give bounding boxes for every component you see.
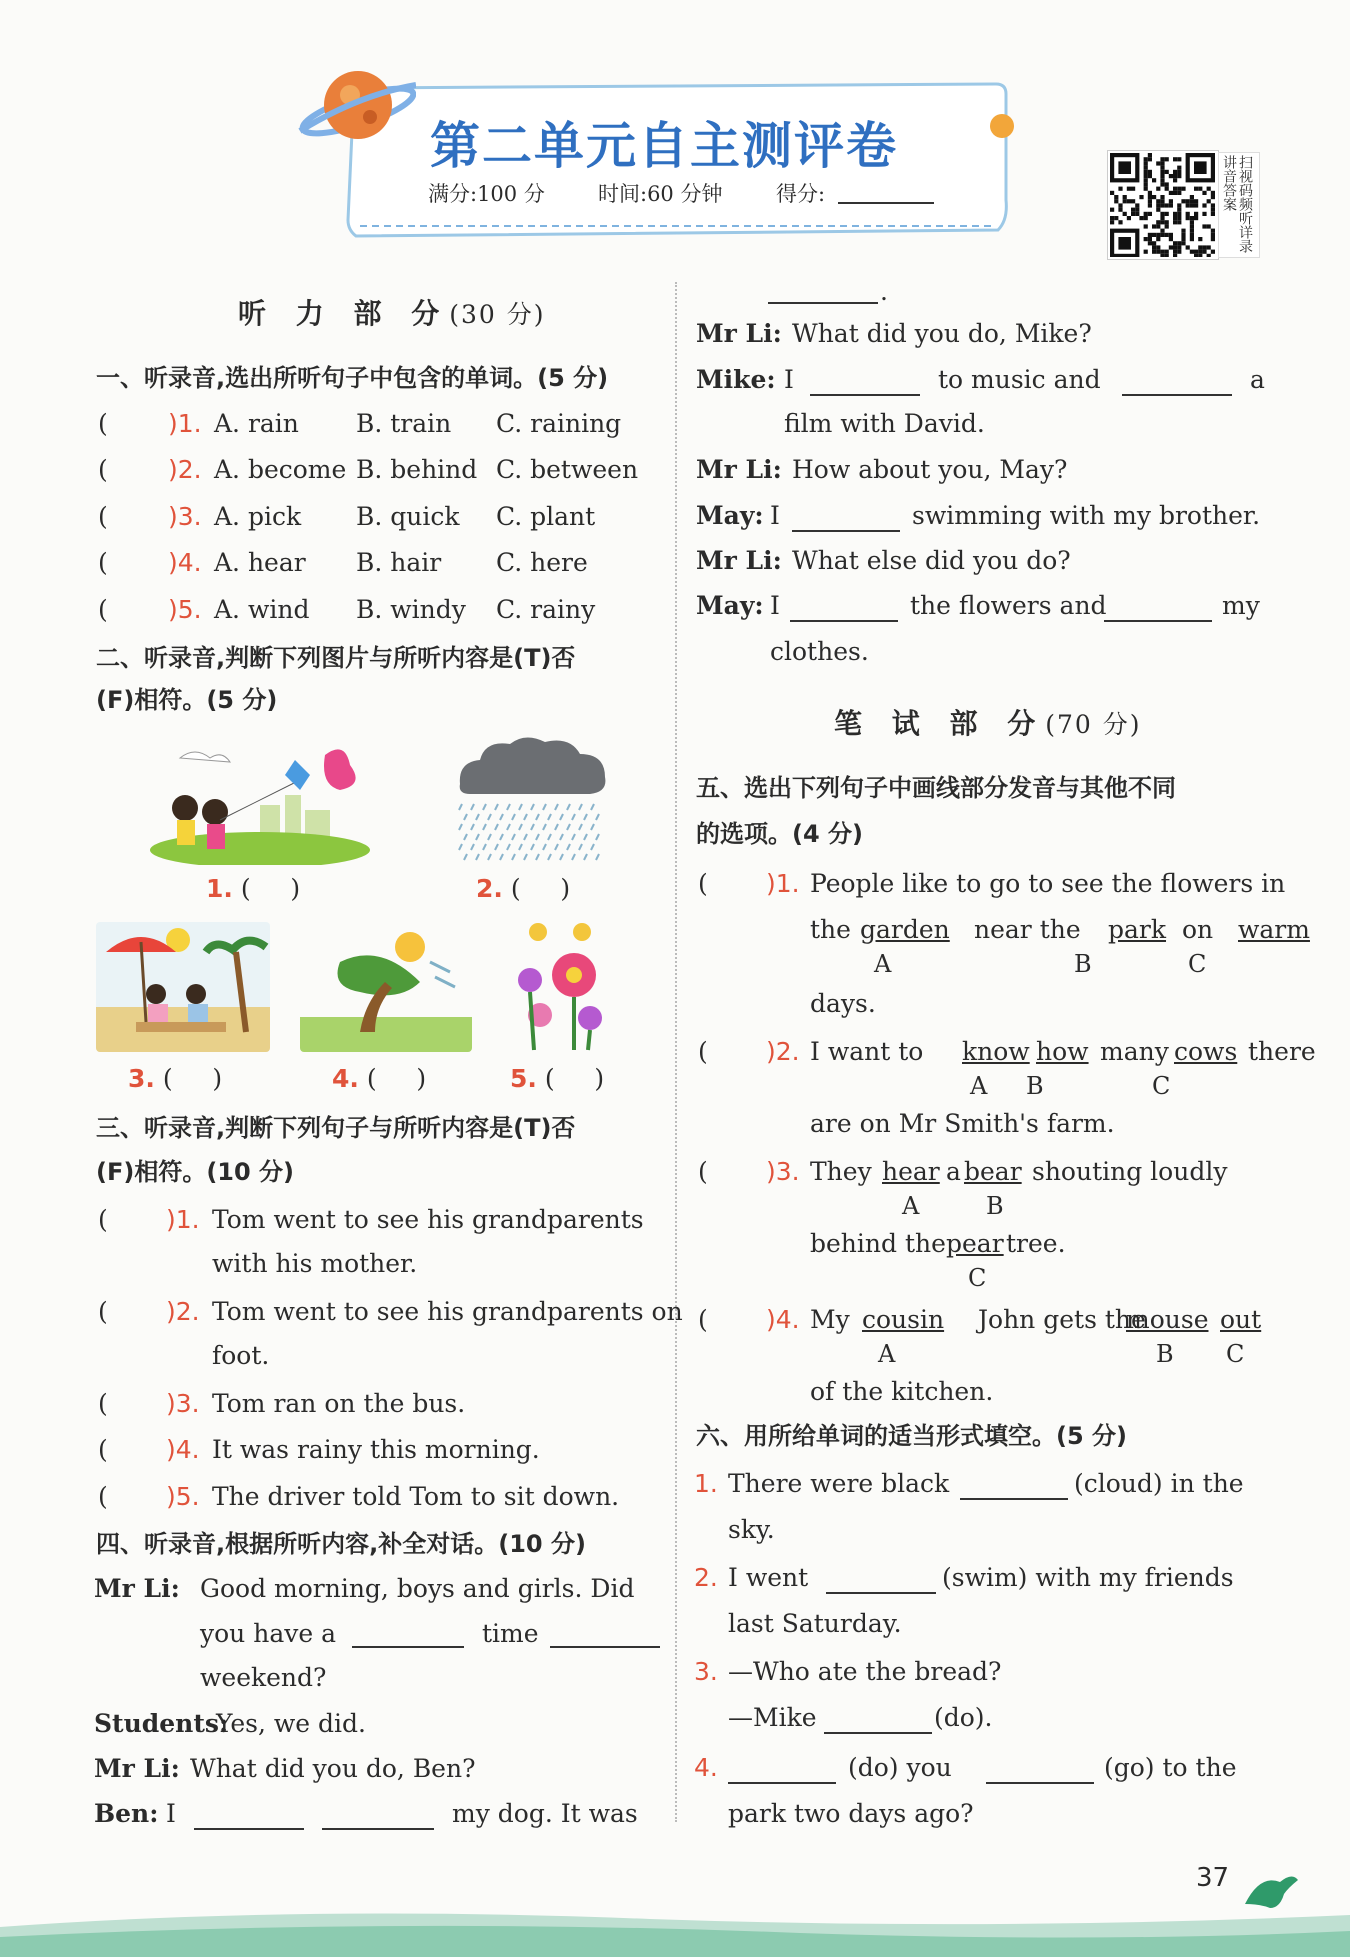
answer-blank[interactable]: ( xyxy=(698,1157,708,1186)
answer-blank[interactable]: ( xyxy=(98,1482,108,1511)
word: on xyxy=(1182,915,1214,944)
fill-sentence: There were black xyxy=(728,1469,950,1498)
fill-sentence: —Mike xyxy=(728,1703,817,1732)
dialogue-line: Yes, we did. xyxy=(216,1709,366,1738)
question-number: )5. xyxy=(166,1482,200,1511)
dialogue-line: I xyxy=(784,365,794,394)
list-item-cont: days. xyxy=(810,989,876,1018)
option-c: C. rainy xyxy=(496,595,596,624)
dialogue-line: I xyxy=(770,591,780,620)
underlined-word: how xyxy=(1036,1037,1089,1066)
list-item: It was rainy this morning. xyxy=(212,1435,540,1464)
underlined-word: out xyxy=(1220,1305,1262,1334)
option-letter: C xyxy=(968,1264,987,1292)
answer-blank[interactable]: ( xyxy=(98,1435,108,1464)
answer-blank[interactable]: ( xyxy=(698,1305,708,1334)
speaker-may: May: xyxy=(696,501,764,530)
option-letter: A xyxy=(878,1340,896,1368)
underlined-word: park xyxy=(1108,915,1167,944)
option-a: A. pick xyxy=(214,502,302,531)
question-number: )1. xyxy=(166,1205,200,1234)
underlined-word: know xyxy=(962,1037,1030,1066)
dialogue-line: my xyxy=(1222,591,1260,620)
speaker-mrli: Mr Li: xyxy=(696,455,782,484)
option-a: A. become xyxy=(214,455,347,484)
option-letter: A xyxy=(902,1192,920,1220)
speaker-mrli: Mr Li: xyxy=(94,1574,180,1603)
underlined-word: hear xyxy=(882,1157,940,1186)
picture-beach xyxy=(96,922,270,1052)
dialogue-line: my dog. It was xyxy=(452,1799,638,1828)
dialogue-line: I xyxy=(770,501,780,530)
word: They xyxy=(810,1157,872,1186)
fill-blank[interactable] xyxy=(810,394,920,396)
option-c: C. plant xyxy=(496,502,596,531)
question-number: 4. xyxy=(694,1753,718,1782)
picture-flowers-bees xyxy=(510,920,620,1052)
question-number: 3. xyxy=(694,1657,718,1686)
fill-sentence-cont: park two days ago? xyxy=(728,1799,974,1828)
option-letter: B xyxy=(1026,1072,1044,1100)
page-title: 第二单元自主测评卷 xyxy=(430,117,898,175)
dialogue-line: I xyxy=(166,1799,176,1828)
fill-blank[interactable] xyxy=(550,1646,660,1648)
option-c: C. between xyxy=(496,455,639,484)
word: My xyxy=(810,1305,850,1334)
speaker-may: May: xyxy=(696,591,764,620)
fill-blank[interactable] xyxy=(728,1782,836,1784)
question-number: )4. xyxy=(766,1305,800,1334)
word: near the xyxy=(974,915,1081,944)
picture-label-2[interactable]: 2. ( ) xyxy=(476,874,571,903)
qr-caption: 扫视码频听详录讲音答案 xyxy=(1218,152,1260,258)
fill-sentence: (do). xyxy=(934,1703,993,1732)
listening-heading: 听 力 部 分(30 分) xyxy=(238,297,546,330)
dialogue-line: What did you do, Ben? xyxy=(190,1754,476,1783)
word: John gets the xyxy=(978,1305,1146,1334)
list-item xyxy=(96,408,666,442)
underlined-word: pear xyxy=(946,1229,1004,1258)
question-number: )1. xyxy=(168,409,202,438)
list-item-cont: with his mother. xyxy=(212,1249,418,1278)
dialogue-line: you have a xyxy=(200,1619,336,1648)
picture-label-4[interactable]: 4. ( ) xyxy=(332,1064,427,1093)
part3-title: 三、听录音,判断下列句子与所听内容是(T)否 xyxy=(96,1114,576,1142)
fill-sentence-cont: sky. xyxy=(728,1515,775,1544)
list-item: The driver told Tom to sit down. xyxy=(212,1482,620,1511)
speaker-students: Students: xyxy=(94,1709,229,1738)
fill-blank[interactable] xyxy=(194,1828,304,1830)
question-number: )3. xyxy=(766,1157,800,1186)
answer-blank[interactable]: ( xyxy=(698,869,708,898)
question-number: 2. xyxy=(694,1563,718,1592)
fill-sentence-cont: last Saturday. xyxy=(728,1609,902,1638)
speaker-mike: Mike: xyxy=(696,365,776,394)
question-number: )5. xyxy=(168,595,202,624)
footer-wave xyxy=(0,1897,1350,1957)
dialogue-line: time xyxy=(482,1619,539,1648)
score-blank[interactable] xyxy=(838,202,934,204)
question-number: )2. xyxy=(168,455,202,484)
list-item xyxy=(96,594,666,628)
option-letter: C xyxy=(1188,950,1207,978)
list-item xyxy=(96,454,666,488)
option-a: A. hear xyxy=(214,548,306,577)
dialogue-line: How about you, May? xyxy=(792,455,1068,484)
word: many xyxy=(1100,1037,1169,1066)
underlined-word: cows xyxy=(1174,1037,1238,1066)
underlined-word: mouse xyxy=(1126,1305,1209,1334)
part6-title: 六、用所给单词的适当形式填空。(5 分) xyxy=(696,1422,1127,1450)
option-letter: B xyxy=(1156,1340,1174,1368)
part1-title: 一、听录音,选出所听句子中包含的单词。(5 分) xyxy=(96,364,609,392)
fill-blank[interactable] xyxy=(1104,620,1212,622)
qr-code[interactable] xyxy=(1107,150,1219,260)
answer-blank[interactable]: ( xyxy=(698,1037,708,1066)
fill-sentence: (cloud) in the xyxy=(1074,1469,1244,1498)
list-item xyxy=(96,501,666,535)
part5-title-cont: 的选项。(4 分) xyxy=(696,820,863,848)
word: behind the xyxy=(810,1229,946,1258)
dialogue-line: Good morning, boys and girls. Did xyxy=(200,1574,635,1603)
fill-blank[interactable] xyxy=(826,1592,936,1594)
page-number: 37 xyxy=(1196,1863,1230,1893)
option-letter: A xyxy=(874,950,892,978)
option-c: C. raining xyxy=(496,409,622,438)
picture-windy-tree xyxy=(300,922,472,1052)
answer-blank[interactable]: ( xyxy=(98,1205,108,1234)
answer-blank[interactable]: ( xyxy=(98,455,108,484)
question-number: )1. xyxy=(766,869,800,898)
dialogue-line: What did you do, Mike? xyxy=(792,319,1092,348)
dialogue-line: to music and xyxy=(938,365,1101,394)
part2-title: 二、听录音,判断下列图片与所听内容是(T)否 xyxy=(96,644,576,672)
picture-label-5[interactable]: 5. ( ) xyxy=(510,1064,605,1093)
list-item-cont: are on Mr Smith's farm. xyxy=(810,1109,1115,1138)
part5-title: 五、选出下列句子中画线部分发音与其他不同 xyxy=(696,774,1176,802)
fill-blank[interactable] xyxy=(352,1646,464,1648)
option-b: B. train xyxy=(356,409,452,438)
part2-title-cont: (F)相符。(5 分) xyxy=(96,686,278,714)
dialogue-line: What else did you do? xyxy=(792,546,1071,575)
option-letter: B xyxy=(1074,950,1092,978)
fill-sentence: I went xyxy=(728,1563,809,1592)
option-b: B. behind xyxy=(356,455,478,484)
planet-icon xyxy=(296,55,416,155)
option-letter: C xyxy=(1226,1340,1245,1368)
tab-dot xyxy=(990,114,1014,138)
word: a xyxy=(946,1157,961,1186)
fill-blank[interactable] xyxy=(986,1782,1094,1784)
fill-sentence: (do) you xyxy=(848,1753,952,1782)
speaker-ben: Ben: xyxy=(94,1799,159,1828)
list-item: Tom went to see his grandparents on xyxy=(212,1297,683,1326)
dialogue-line: a xyxy=(1250,365,1265,394)
time-limit: 时间:60 分钟 xyxy=(598,182,723,206)
dialogue-line: weekend? xyxy=(200,1663,327,1692)
word: tree. xyxy=(1006,1229,1066,1258)
picture-label-3[interactable]: 3. ( ) xyxy=(128,1064,223,1093)
dialogue-line: clothes. xyxy=(770,637,869,666)
period: . xyxy=(880,277,888,306)
fill-blank[interactable] xyxy=(322,1828,434,1830)
list-item xyxy=(96,547,666,581)
question-number: )2. xyxy=(766,1037,800,1066)
list-item: People like to go to see the flowers in xyxy=(810,869,1286,898)
fill-sentence: (swim) with my friends xyxy=(942,1563,1234,1592)
word: I want to xyxy=(810,1037,924,1066)
question-number: )3. xyxy=(166,1389,200,1418)
option-a: A. rain xyxy=(214,409,299,438)
option-letter: A xyxy=(970,1072,988,1100)
picture-kite-kids xyxy=(150,740,372,865)
score-label: 得分: xyxy=(776,182,826,206)
answer-blank[interactable]: ( xyxy=(98,548,108,577)
writing-heading: 笔 试 部 分(70 分) xyxy=(834,707,1142,740)
option-letter: B xyxy=(986,1192,1004,1220)
list-item-cont: of the kitchen. xyxy=(810,1377,994,1406)
part3-title-cont: (F)相符。(10 分) xyxy=(96,1158,295,1186)
full-score: 满分:100 分 xyxy=(428,182,545,206)
word: there xyxy=(1248,1037,1316,1066)
part4-title: 四、听录音,根据所听内容,补全对话。(10 分) xyxy=(96,1530,586,1558)
fill-blank[interactable] xyxy=(792,530,900,532)
speaker-mrli: Mr Li: xyxy=(696,319,782,348)
underlined-word: warm xyxy=(1238,915,1310,944)
picture-label-1[interactable]: 1. ( ) xyxy=(206,874,301,903)
speaker-mrli: Mr Li: xyxy=(696,546,782,575)
underlined-word: cousin xyxy=(862,1305,945,1334)
dialogue-line: film with David. xyxy=(784,409,985,438)
picture-rain-cloud xyxy=(450,732,612,864)
option-a: A. wind xyxy=(214,595,310,624)
fill-blank[interactable] xyxy=(960,1498,1068,1500)
question-number: )4. xyxy=(166,1435,200,1464)
answer-blank[interactable]: ( xyxy=(98,595,108,624)
word: the xyxy=(810,915,851,944)
answer-blank[interactable]: ( xyxy=(98,1389,108,1418)
question-number: )3. xyxy=(168,502,202,531)
dialogue-line: the flowers and xyxy=(910,591,1107,620)
option-c: C. here xyxy=(496,548,588,577)
fill-blank[interactable] xyxy=(790,620,898,622)
word: shouting loudly xyxy=(1032,1157,1228,1186)
list-item-cont: foot. xyxy=(212,1341,270,1370)
list-item: Tom ran on the bus. xyxy=(212,1389,466,1418)
question-number: )2. xyxy=(166,1297,200,1326)
column-divider xyxy=(675,282,677,1822)
question-number: )4. xyxy=(168,548,202,577)
underlined-word: bear xyxy=(964,1157,1022,1186)
option-b: B. hair xyxy=(356,548,442,577)
answer-blank[interactable]: ( xyxy=(98,502,108,531)
fill-blank[interactable] xyxy=(1122,394,1232,396)
dialogue-line: swimming with my brother. xyxy=(912,501,1261,530)
answer-blank[interactable]: ( xyxy=(98,1297,108,1326)
fill-sentence: —Who ate the bread? xyxy=(728,1657,1002,1686)
question-number: 1. xyxy=(694,1469,718,1498)
option-b: B. quick xyxy=(356,502,460,531)
fill-blank[interactable] xyxy=(824,1732,932,1734)
underlined-word: garden xyxy=(860,915,950,944)
list-item: Tom went to see his grandparents xyxy=(212,1205,644,1234)
option-b: B. windy xyxy=(356,595,466,624)
option-letter: C xyxy=(1152,1072,1171,1100)
speaker-mrli: Mr Li: xyxy=(94,1754,180,1783)
fill-sentence: (go) to the xyxy=(1104,1753,1237,1782)
answer-blank[interactable]: ( xyxy=(98,409,108,438)
fill-blank[interactable] xyxy=(768,302,878,304)
